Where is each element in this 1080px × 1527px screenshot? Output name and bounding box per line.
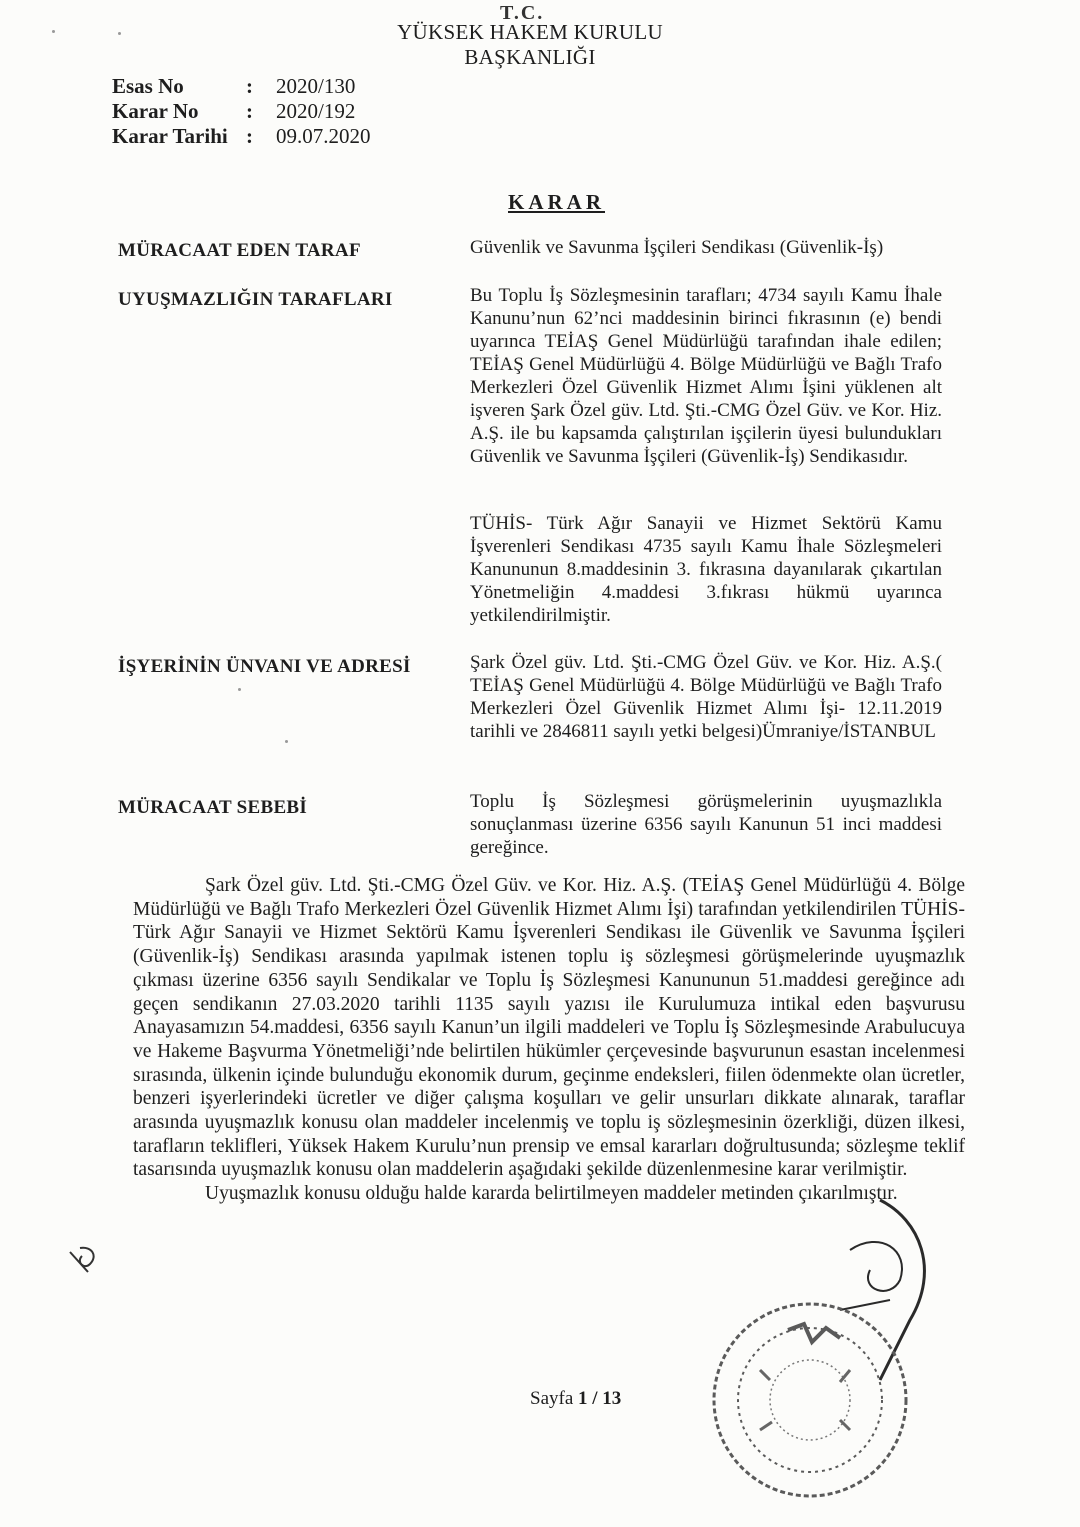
page-separator: / [592,1388,598,1409]
page-number [530,1388,621,1410]
scan-speck [238,688,241,691]
meta-colon: : [246,74,253,98]
meta-row-esas [112,74,371,99]
header-title-line1: YÜKSEK HAKEM KURULU [397,20,663,44]
text-muracaat-eden: Güvenlik ve Savunma İşçileri Sendikası (Güvenlik-İş) [470,237,884,258]
body-paragraph-1: Şark Özel güv. Ltd. Şti.-CMG Özel Güv. ve Kor. Hiz. A.Ş. (TEİAŞ Genel Müdürlüğü 4. Bölge Müdürlüğü ve Bağlı Trafo Merkezleri Özel Güvenlik Hizmet Alımı İşi) tarafından yetkilendirilen TÜHİS- Türk Ağır Sanayii ve Hizmet Sektörü Kamu İşverenleri Sendikası ile Güvenlik ve Savunma İşçileri (Güvenlik-İş) Sendikası arasında yapılmak istenen toplu iş sözleşmesi görüşmelerinde uyuşmazlık çıkması üzerine 6356 sayılı Sendikalar ve Toplu İş Sözleşmesi Kanununun 51.maddesi gereğince adı geçen sendikanın 27.03.2020 tarihli 1135 sayılı yazısı ile Kurulumuza intikal eden başvurusu Anayasamızın 54.maddesi, 6356 sayılı Kanun’un ilgili maddeleri ve Toplu İş Sözleşmesinde Arabulucuya ve Hakeme Başvurma Yönetmeliği’nde belirtilen hükümler çerçevesinde başvurunun esastan incelenmesi sırasında, ülkenin içinde bulunduğu ekonomik durum, geçinme endeksleri, fiilen ödenmekte olan ücretler, benzeri işyerlerindeki ücretler ve diğer çalışma koşulları ve gelir unsurları dikkate alınarak, taraflar arasında uyuşmazlık konusu olan maddeler incelenmiş ve toplu iş sözleşmesinin özerkliği, düzen ilkesi, tarafların teklifleri, Yüksek Hakem Kurulu’nun prensip ve emsal kararları doğrultusunda; sözleşme teklif tasarısında uyuşmazlık konusu olan maddelerin aşağıdaki şekilde düzenlenmesine karar verilmiştir. [133,875,965,1181]
body-paragraph-2: Uyuşmazlık konusu olduğu halde kararda belirtilmeyen maddeler metinden çıkarılmıştır. [205,1183,898,1205]
meta-label: Karar Tarihi [112,124,228,148]
header-title-line2: BAŞKANLIĞI [464,45,596,69]
meta-value: 09.07.2020 [276,124,371,148]
meta-label: Karar No [112,99,199,123]
meta-value: 2020/192 [276,99,356,123]
meta-row-tarih [112,124,371,149]
text-taraflar-1: Bu Toplu İş Sözleşmesinin tarafları; 4734 sayılı Kamu İhale Kanunu’nun 62’nci maddesinin birinci fıkrasının (e) bendi uyarınca TEİAŞ Genel Müdürlüğü tarafından ihale edilen; TEİAŞ Genel Müdürlüğü 4. Bölge Müdürlüğü ve Bağlı Trafo Merkezleri Özel Güvenlik Hizmet Alımı İşini yüklenen alt işveren Şark Özel güv. Ltd. Şti.-CMG Özel Güv. ve Kor. Hiz. A.Ş. ile bu kapsamda çalıştırılan işçilerin üyesi bulundukları Güvenlik ve Savunma İşçileri (Güvenlik-İş) Sendikasıdır. [470,285,942,467]
meta-row-karar [112,99,371,124]
meta-colon: : [246,124,253,148]
page-prefix: Sayfa [530,1388,574,1409]
meta-colon: : [246,99,253,123]
header-tc: T.C. [500,2,545,24]
scan-speck [285,740,288,743]
text-isyeri: Şark Özel güv. Ltd. Şti.-CMG Özel Güv. ve Kor. Hiz. A.Ş.( TEİAŞ Genel Müdürlüğü 4. Bölge Müdürlüğü ve Bağlı Trafo Merkezleri Özel Güvenlik Hizmet Alımı İşi- 12.11.2019 tarihli ve 2846811 sayılı yetki belgesi)Ümraniye/İSTANBUL [470,652,942,742]
scan-speck [52,30,55,33]
page-total: 13 [602,1388,622,1409]
meta-label: Esas No [112,74,184,98]
text-sebep: Toplu İş Sözleşmesi görüşmelerinin uyuşmazlıkla sonuçlanması üzerine 6356 sayılı Kanunun 51 inci maddesi gereğince. [470,791,942,858]
document-title: KARAR [508,190,605,214]
page-current: 1 [578,1388,588,1409]
label-sebep: MÜRACAAT SEBEBİ [118,797,308,818]
label-isyeri: İŞYERİNİN ÜNVANI VE ADRESİ [118,656,411,677]
official-seal [700,1290,920,1515]
case-meta [112,74,371,149]
header-title [360,20,700,70]
scan-speck [118,32,121,35]
text-taraflar-2: TÜHİS- Türk Ağır Sanayii ve Hizmet Sektörü Kamu İşverenleri Sendikası 4735 sayılı Kamu İhale Sözleşmeleri Kanununun 8.maddesinin 3. fıkrasına dayanılarak çıkartılan Yönetmeliğin 4.maddesi 3.fıkrası hükmü uyarınca yetkilendirilmiştir. [470,513,942,626]
label-taraflar: UYUŞMAZLIĞIN TARAFLARI [118,289,393,310]
meta-value: 2020/130 [276,74,356,98]
handwritten-mark [66,1242,110,1283]
decision-body [133,874,965,1206]
label-muracaat-eden: MÜRACAAT EDEN TARAF [118,240,361,261]
